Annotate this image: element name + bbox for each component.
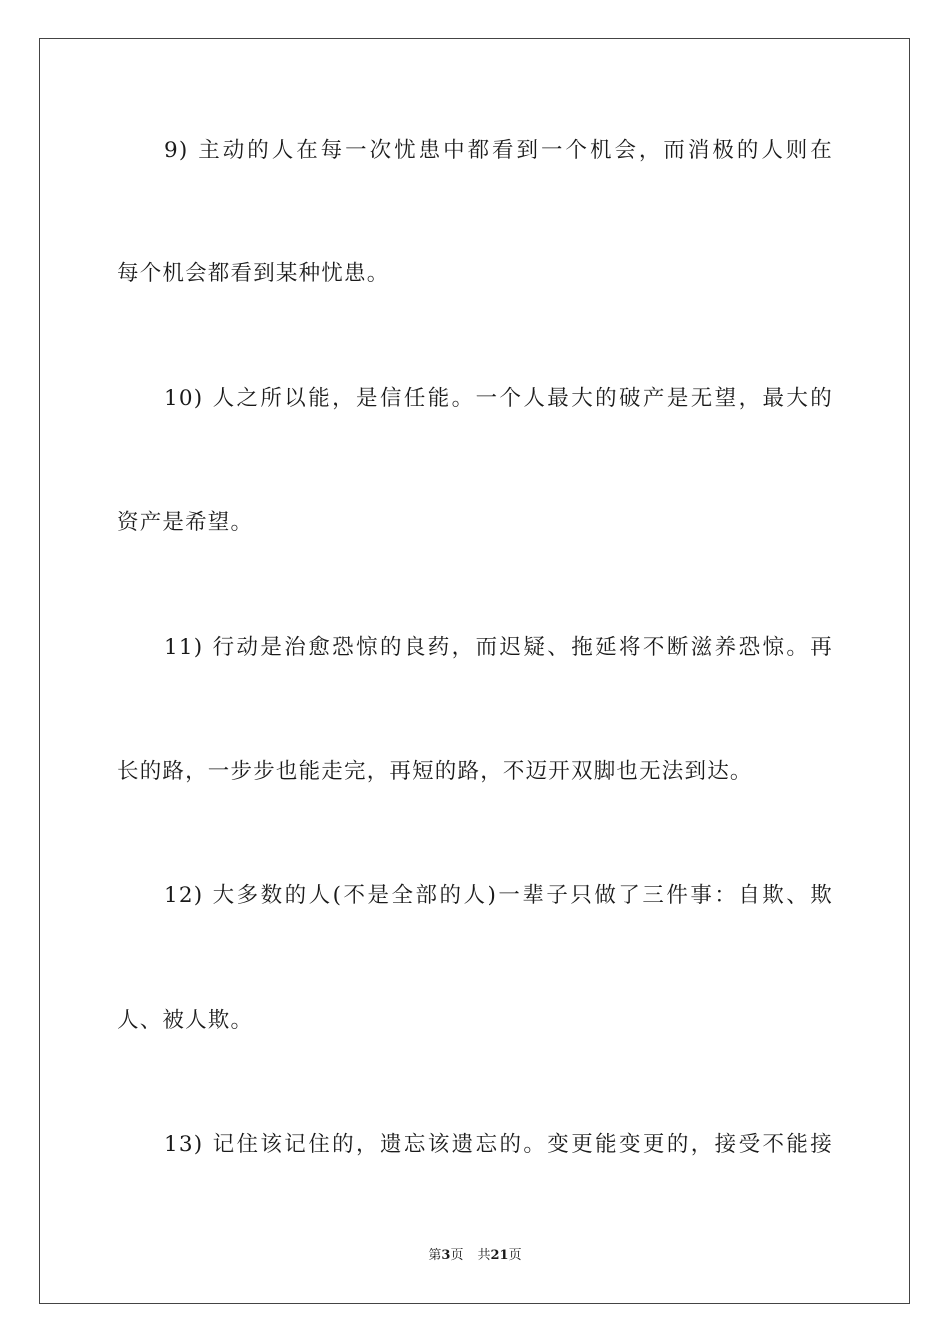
footer-total-prefix: 共	[477, 1248, 491, 1263]
paragraph-12-line-2: 人、被人欺。	[117, 1008, 254, 1033]
paragraph-9-line-1: 9) 主动的人在每一次忧患中都看到一个机会，而消极的人则在	[164, 138, 833, 163]
paragraph-11-line-2: 长的路，一步步也能走完，再短的路，不迈开双脚也无法到达。	[117, 759, 753, 784]
footer-total-pages: 21	[490, 1248, 509, 1263]
paragraph-12-line-1: 12) 大多数的人(不是全部的人)一辈子只做了三件事：自欺、欺	[164, 883, 833, 908]
footer-page-prefix: 第	[428, 1248, 442, 1263]
paragraph-13-line-1: 13) 记住该记住的，遗忘该遗忘的。变更能变更的，接受不能接	[164, 1132, 833, 1157]
paragraph-9-line-2: 每个机会都看到某种忧患。	[117, 261, 390, 286]
paragraph-11-line-1: 11) 行动是治愈恐惊的良药，而迟疑、拖延将不断滋养恐惊。再	[164, 635, 833, 660]
footer-page-number: 3	[441, 1248, 451, 1263]
page-footer	[0, 1247, 950, 1265]
footer-page-suffix: 页	[450, 1248, 464, 1263]
paragraph-10-line-1: 10) 人之所以能，是信任能。一个人最大的破产是无望，最大的	[164, 386, 833, 411]
page-border	[39, 38, 910, 1304]
paragraph-10-line-2: 资产是希望。	[117, 510, 254, 535]
footer-total-suffix: 页	[508, 1248, 522, 1263]
